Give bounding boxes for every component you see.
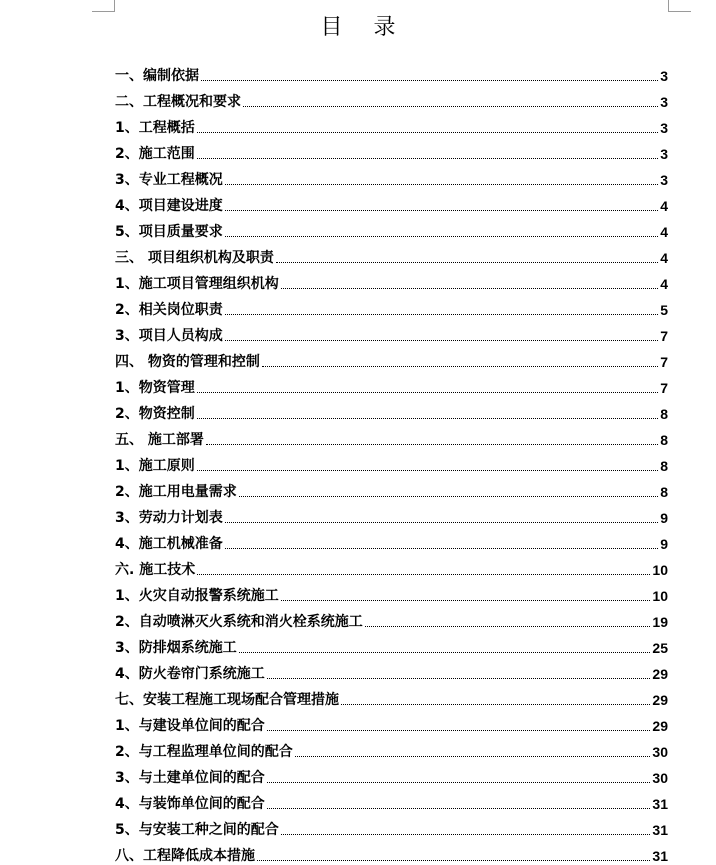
toc-entry-label: 2、物资控制 xyxy=(115,406,195,422)
toc-entry[interactable] xyxy=(115,137,668,163)
toc-entry-label: 4、施工机械准备 xyxy=(115,536,223,552)
toc-entry-label: 一、编制依据 xyxy=(115,68,199,84)
toc-leader-dots xyxy=(281,600,651,601)
toc-entry-page-number: 30 xyxy=(652,770,668,786)
toc-leader-dots xyxy=(206,444,658,445)
toc-entry[interactable] xyxy=(115,813,668,839)
toc-entry-label: 3、专业工程概况 xyxy=(115,172,223,188)
toc-entry[interactable] xyxy=(115,709,668,735)
toc-entry-label: 六. 施工技术 xyxy=(115,562,196,578)
toc-leader-dots xyxy=(267,730,651,731)
toc-entry-page-number: 25 xyxy=(652,640,668,656)
toc-entry-page-number: 10 xyxy=(652,562,668,578)
toc-entry-page-number: 29 xyxy=(652,692,668,708)
toc-entry-page-number: 3 xyxy=(660,68,668,84)
toc-entry-label: 2、施工用电量需求 xyxy=(115,484,237,500)
toc-leader-dots xyxy=(262,366,658,367)
toc-leader-dots xyxy=(295,756,651,757)
toc-entry-page-number: 29 xyxy=(652,666,668,682)
toc-entry[interactable] xyxy=(115,267,668,293)
toc-entry-label: 1、施工原则 xyxy=(115,458,195,474)
toc-leader-dots xyxy=(267,808,651,809)
toc-entry[interactable] xyxy=(115,475,668,501)
toc-entry[interactable] xyxy=(115,683,668,709)
toc-entry-page-number: 4 xyxy=(660,198,668,214)
toc-entry-page-number: 8 xyxy=(660,432,668,448)
toc-entry-label: 2、与工程监理单位间的配合 xyxy=(115,744,293,760)
toc-entry[interactable] xyxy=(115,345,668,371)
toc-entry-label: 5、与安装工种之间的配合 xyxy=(115,822,279,838)
toc-entry[interactable] xyxy=(115,605,668,631)
toc-entry[interactable] xyxy=(115,735,668,761)
toc-leader-dots xyxy=(197,392,658,393)
toc-entry[interactable] xyxy=(115,241,668,267)
toc-leader-dots xyxy=(225,522,658,523)
toc-entry-page-number: 7 xyxy=(660,354,668,370)
toc-entry-label: 三、 项目组织机构及职责 xyxy=(115,250,274,266)
toc-entry-label: 1、施工项目管理组织机构 xyxy=(115,276,279,292)
toc-entry-label: 四、 物资的管理和控制 xyxy=(115,354,260,370)
toc-leader-dots xyxy=(267,678,651,679)
toc-entry-page-number: 3 xyxy=(660,146,668,162)
toc-entry-page-number: 4 xyxy=(660,276,668,292)
toc-leader-dots xyxy=(197,470,658,471)
toc-entry-page-number: 8 xyxy=(660,406,668,422)
toc-entry-page-number: 8 xyxy=(660,458,668,474)
toc-entry[interactable] xyxy=(115,423,668,449)
toc-entry[interactable] xyxy=(115,761,668,787)
toc-entry-label: 5、项目质量要求 xyxy=(115,224,223,240)
toc-leader-dots xyxy=(281,834,651,835)
toc-leader-dots xyxy=(201,80,658,81)
toc-leader-dots xyxy=(365,626,651,627)
toc-entry-label: 3、防排烟系统施工 xyxy=(115,640,237,656)
toc-entry[interactable] xyxy=(115,163,668,189)
toc-leader-dots xyxy=(225,340,658,341)
toc-leader-dots xyxy=(197,418,658,419)
toc-entry[interactable] xyxy=(115,293,668,319)
toc-leader-dots xyxy=(225,184,658,185)
toc-entry-page-number: 31 xyxy=(652,848,668,864)
toc-leader-dots xyxy=(225,548,658,549)
toc-entry-page-number: 4 xyxy=(660,224,668,240)
toc-leader-dots xyxy=(257,860,650,861)
toc-entry-page-number: 31 xyxy=(652,822,668,838)
toc-entry-label: 4、项目建设进度 xyxy=(115,198,223,214)
toc-entry-label: 2、相关岗位职责 xyxy=(115,302,223,318)
toc-leader-dots xyxy=(281,288,658,289)
toc-entry-label: 八、工程降低成本措施 xyxy=(115,848,255,864)
toc-entry-label: 1、物资管理 xyxy=(115,380,195,396)
toc-entry-label: 4、与装饰单位间的配合 xyxy=(115,796,265,812)
toc-leader-dots xyxy=(197,158,658,159)
toc-entry-page-number: 5 xyxy=(660,302,668,318)
toc-title: 目 录 xyxy=(320,15,408,40)
toc-entry[interactable] xyxy=(115,631,668,657)
toc-entry[interactable] xyxy=(115,839,668,865)
toc-entry-label: 1、与建设单位间的配合 xyxy=(115,718,265,734)
toc-entry-label: 3、与土建单位间的配合 xyxy=(115,770,265,786)
toc-entry[interactable] xyxy=(115,111,668,137)
toc-entry[interactable] xyxy=(115,553,668,579)
toc-entry-page-number: 3 xyxy=(660,172,668,188)
toc-entry[interactable] xyxy=(115,215,668,241)
toc-leader-dots xyxy=(239,496,658,497)
toc-entry-label: 2、自动喷淋灭火系统和消火栓系统施工 xyxy=(115,614,363,630)
toc-entry-page-number: 7 xyxy=(660,380,668,396)
toc-leader-dots xyxy=(243,106,658,107)
toc-entry-page-number: 9 xyxy=(660,510,668,526)
toc-leader-dots xyxy=(239,652,651,653)
table-of-contents xyxy=(115,59,668,865)
toc-entry-page-number: 8 xyxy=(660,484,668,500)
toc-entry[interactable] xyxy=(115,85,668,111)
toc-leader-dots xyxy=(267,782,651,783)
toc-entry-page-number: 9 xyxy=(660,536,668,552)
toc-leader-dots xyxy=(225,314,658,315)
toc-entry-label: 1、火灾自动报警系统施工 xyxy=(115,588,279,604)
toc-leader-dots xyxy=(276,262,658,263)
toc-entry[interactable] xyxy=(115,579,668,605)
toc-entry[interactable] xyxy=(115,59,668,85)
toc-leader-dots xyxy=(197,574,650,575)
toc-leader-dots xyxy=(225,210,658,211)
toc-entry-label: 七、安装工程施工现场配合管理措施 xyxy=(115,692,339,708)
toc-entry-page-number: 10 xyxy=(652,588,668,604)
toc-entry-page-number: 3 xyxy=(660,94,668,110)
toc-entry-label: 二、工程概况和要求 xyxy=(115,94,241,110)
toc-entry[interactable] xyxy=(115,397,668,423)
toc-entry-page-number: 4 xyxy=(660,250,668,266)
toc-entry-page-number: 31 xyxy=(652,796,668,812)
toc-leader-dots xyxy=(341,704,650,705)
toc-entry[interactable] xyxy=(115,527,668,553)
toc-entry[interactable] xyxy=(115,787,668,813)
toc-entry-page-number: 3 xyxy=(660,120,668,136)
toc-leader-dots xyxy=(225,236,658,237)
toc-entry-page-number: 30 xyxy=(652,744,668,760)
toc-entry[interactable] xyxy=(115,319,668,345)
toc-entry-label: 3、劳动力计划表 xyxy=(115,510,223,526)
toc-leader-dots xyxy=(197,132,658,133)
toc-entry-label: 五、 施工部署 xyxy=(115,432,204,448)
toc-entry[interactable] xyxy=(115,449,668,475)
toc-entry[interactable] xyxy=(115,189,668,215)
toc-entry-label: 1、工程概括 xyxy=(115,120,195,136)
toc-entry-page-number: 7 xyxy=(660,328,668,344)
toc-entry-page-number: 19 xyxy=(652,614,668,630)
toc-entry[interactable] xyxy=(115,657,668,683)
toc-entry-page-number: 29 xyxy=(652,718,668,734)
toc-entry-label: 4、防火卷帘门系统施工 xyxy=(115,666,265,682)
toc-entry[interactable] xyxy=(115,501,668,527)
toc-entry-label: 3、项目人员构成 xyxy=(115,328,223,344)
toc-entry-label: 2、施工范围 xyxy=(115,146,195,162)
toc-entry[interactable] xyxy=(115,371,668,397)
